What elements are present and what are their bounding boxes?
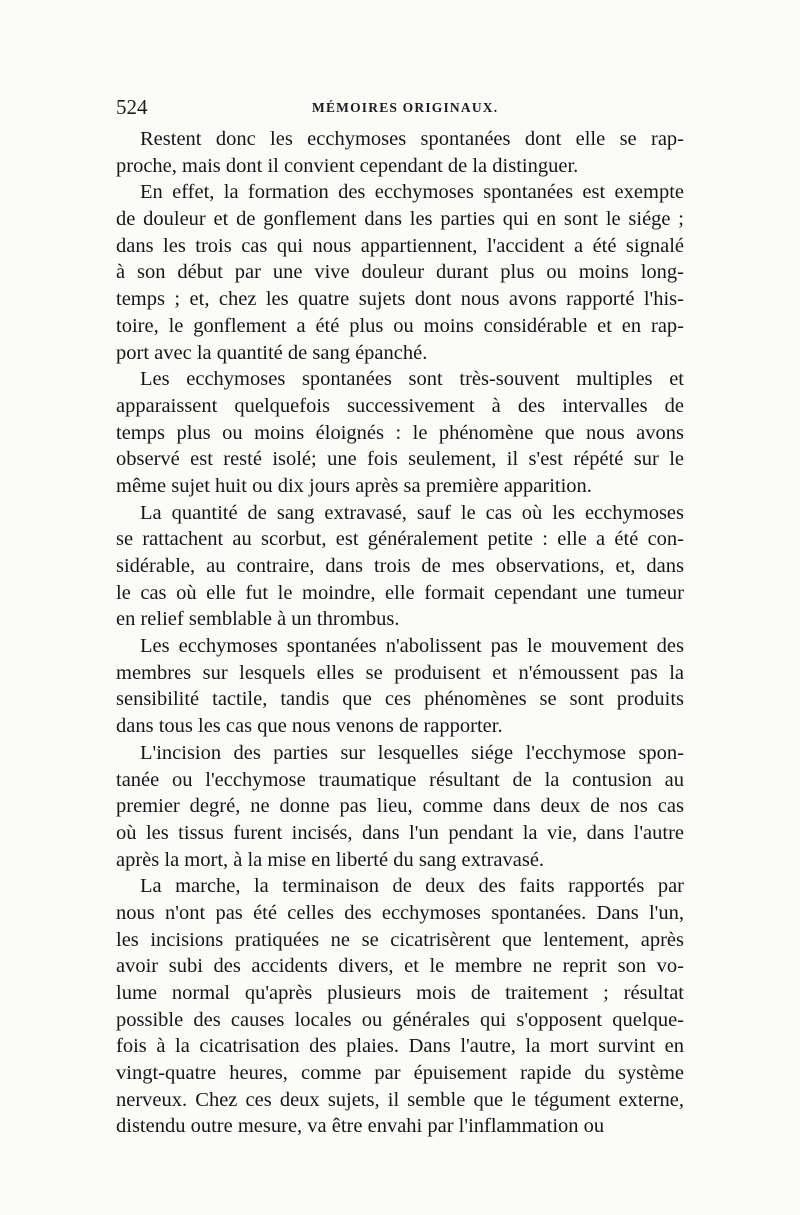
text-line: à son début par une vive douleur durant plus ou moins long- [116,261,684,284]
text-line: dans les trois cas qui nous appartiennent, l'accident a été signalé [116,234,684,257]
running-title: MÉMOIRES ORIGINAUX. [312,100,499,115]
text-line: fois à la cicatrisation des plaies. Dans l'autre, la mort survint en [116,1035,684,1058]
text-line: dans tous les cas que nous venons de rapporter. [116,715,503,738]
text-line: proche, mais dont il convient cependant de la distinguer. [116,154,579,177]
text-line: lume normal qu'après plusieurs mois de traitement ; résultat [116,982,684,1004]
text-line: nerveux. Chez ces deux sujets, il semble que le tégument externe, [116,1088,684,1111]
text-line: possible des causes locales ou générales qui s'opposent quelque- [116,1008,684,1031]
text-line: observé est resté isolé; une fois seulement, il s'est répété sur le [116,448,684,471]
text-line: même sujet huit ou dix jours après sa première apparition. [116,474,592,497]
text-line: avoir subi des accidents divers, et le membre ne reprit son vo- [116,955,684,978]
text-line: vingt-quatre heures, comme par épuisement rapide du système [116,1062,684,1085]
text-line: port avec la quantité de sang épanché. [116,341,428,364]
text-line: membres sur lesquels elles se produisent et n'émoussent pas la [116,661,684,684]
paragraph [116,366,684,499]
text-line: en relief semblable à un thrombus. [116,608,400,631]
paragraph [116,873,684,1140]
text-line: après la mort, à la mise en liberté du sang extravasé. [116,848,545,871]
text-line: temps plus ou moins éloignés : le phénomène que nous avons [116,421,684,444]
text-line: sensibilité tactile, tandis que ces phénomènes se sont produits [116,688,684,711]
text-line: temps ; et, chez les quatre sujets dont nous avons rapporté l'his- [116,288,684,311]
text-line: de douleur et de gonflement dans les parties qui en sont le siége ; [116,208,684,231]
text-line: La quantité de sang extravasé, sauf le cas où les ecchymoses [140,501,684,524]
text-line: se rattachent au scorbut, est généralement petite : elle a été con- [116,528,684,551]
text-line: Les ecchymoses spontanées n'abolissent pas le mouvement des [140,635,684,658]
text-line: apparaissent quelquefois successivement à des intervalles de [116,394,684,417]
text-line: L'incision des parties sur lesquelles siége l'ecchymose spon- [140,741,684,764]
text-line: distendu outre mesure, va être envahi par l'inflammation ou [116,1115,605,1138]
text-line: Restent donc les ecchymoses spontanées dont elle se rap- [140,128,684,150]
text-line: Les ecchymoses spontanées sont très-souvent multiples et [140,368,684,391]
text-line: tanée ou l'ecchymose traumatique résultant de la contusion au [116,768,684,791]
paragraph [116,500,684,633]
page-number: 524 [116,95,148,119]
text-line: le cas où elle fut le moindre, elle formait cependant une tumeur [116,581,684,604]
running-head [116,92,684,122]
paragraph [116,126,684,179]
paragraph [116,633,684,740]
text-line: En effet, la formation des ecchymoses spontanées est exempte [140,181,684,204]
text-line: La marche, la terminaison de deux des faits rapportés par [140,875,684,898]
text-line: premier degré, ne donne pas lieu, comme dans deux de nos cas [116,795,684,818]
text-line: où les tissus furent incisés, dans l'un pendant la vie, dans l'autre [116,821,684,844]
text-line: les incisions pratiquées ne se cicatrisèrent que lentement, après [116,928,684,951]
body-text [116,126,684,1140]
paragraph [116,179,684,366]
paragraph [116,740,684,873]
text-line: toire, le gonflement a été plus ou moins considérable et en rap- [116,314,684,337]
text-line: sidérable, au contraire, dans trois de mes observations, et, dans [116,555,684,577]
text-line: nous n'ont pas été celles des ecchymoses spontanées. Dans l'un, [116,901,684,924]
